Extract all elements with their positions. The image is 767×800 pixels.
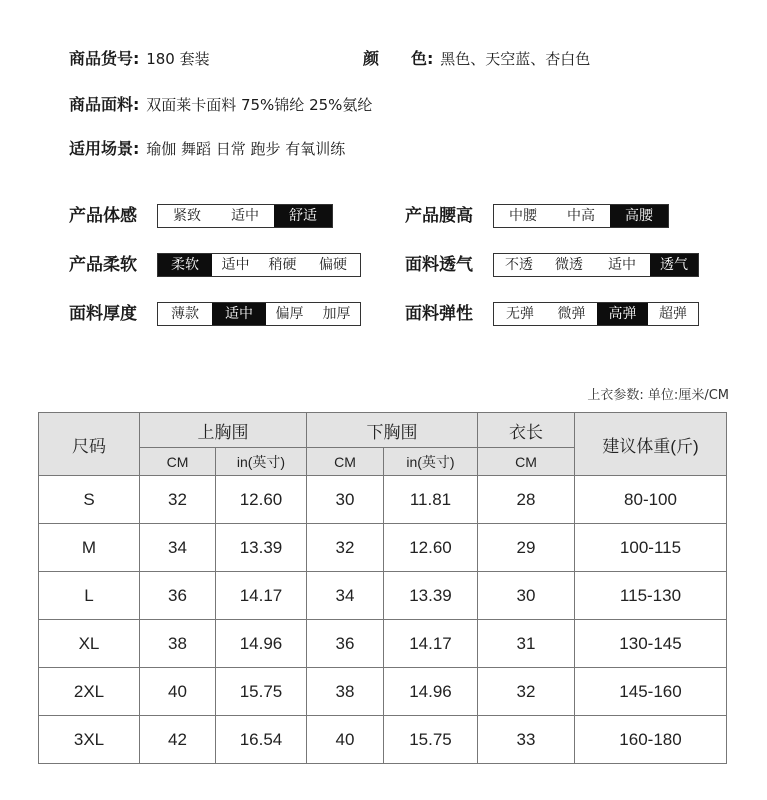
upper-bust-cm-cell: 32 — [140, 476, 216, 524]
weight-cell: 80-100 — [575, 476, 727, 524]
attribute-option: 中高 — [567, 208, 595, 224]
upper-bust-cm-cell: 34 — [140, 524, 216, 572]
upper-bust-inch-cell: 13.39 — [216, 524, 307, 572]
product-fabric-value: 双面莱卡面料 75%锦纶 25%氨纶 — [146, 96, 373, 114]
length-cm-cell: 32 — [478, 668, 575, 716]
attribute-option: 无弹 — [506, 306, 534, 322]
usage-scene-label: 适用场景: — [69, 139, 140, 158]
attribute-label: 面料弹性 — [405, 304, 473, 324]
size-chart-table — [38, 412, 727, 764]
attribute-option-selected: 适中 — [212, 303, 266, 325]
header-lower-bust-cm: CM — [307, 448, 384, 476]
table-row — [39, 668, 727, 716]
product-code-row — [69, 47, 210, 71]
lower-bust-inch-cell: 15.75 — [384, 716, 478, 764]
size-cell: XL — [39, 620, 140, 668]
size-cell: 3XL — [39, 716, 140, 764]
product-color-row — [363, 47, 590, 71]
upper-bust-cm-cell: 36 — [140, 572, 216, 620]
attribute-option: 紧致 — [173, 208, 201, 224]
attribute-option: 加厚 — [322, 306, 351, 322]
product-fabric-row — [69, 93, 372, 117]
attribute-options — [493, 253, 699, 277]
upper-bust-cm-cell: 40 — [140, 668, 216, 716]
product-fabric-label: 商品面料: — [69, 95, 140, 114]
size-cell: L — [39, 572, 140, 620]
lower-bust-cm-cell: 40 — [307, 716, 384, 764]
attribute-option: 偏厚 — [275, 306, 304, 322]
attribute-option: 稍硬 — [268, 257, 297, 273]
table-row — [39, 620, 727, 668]
upper-bust-inch-cell: 15.75 — [216, 668, 307, 716]
header-upper-bust-cm: CM — [140, 448, 216, 476]
upper-bust-inch-cell: 16.54 — [216, 716, 307, 764]
upper-bust-cm-cell: 42 — [140, 716, 216, 764]
header-length-cm: CM — [478, 448, 575, 476]
header-lower-bust-inch: in(英寸) — [384, 448, 478, 476]
table-row — [39, 572, 727, 620]
attribute-option: 超弹 — [659, 306, 687, 322]
length-cm-cell: 33 — [478, 716, 575, 764]
lower-bust-inch-cell: 14.17 — [384, 620, 478, 668]
attribute-option: 不透 — [505, 257, 533, 273]
lower-bust-cm-cell: 38 — [307, 668, 384, 716]
product-code-label: 商品货号: — [69, 49, 140, 68]
table-unit-note: 上衣参数: 单位:厘米/CM — [587, 388, 729, 403]
table-row — [39, 524, 727, 572]
attribute-option: 微透 — [555, 257, 583, 273]
attribute-label: 产品体感 — [69, 206, 137, 226]
attribute-option-selected: 高弹 — [597, 303, 648, 325]
lower-bust-inch-cell: 11.81 — [384, 476, 478, 524]
product-color-value: 黑色、天空蓝、杏白色 — [440, 50, 591, 68]
size-cell: S — [39, 476, 140, 524]
attribute-option: 适中 — [221, 257, 250, 273]
table-row — [39, 716, 727, 764]
header-upper-bust: 上胸围 — [140, 413, 307, 448]
attribute-option: 中腰 — [509, 208, 537, 224]
header-size: 尺码 — [39, 413, 140, 476]
attribute-option: 微弹 — [557, 306, 586, 322]
attribute-label: 产品腰高 — [405, 206, 473, 226]
header-upper-bust-inch: in(英寸) — [216, 448, 307, 476]
weight-cell: 100-115 — [575, 524, 727, 572]
usage-scene-value: 瑜伽 舞蹈 日常 跑步 有氧训练 — [146, 140, 346, 158]
table-row — [39, 476, 727, 524]
lower-bust-inch-cell: 12.60 — [384, 524, 478, 572]
attribute-option: 适中 — [231, 208, 259, 224]
upper-bust-inch-cell: 14.96 — [216, 620, 307, 668]
header-weight: 建议体重(斤) — [575, 413, 727, 476]
weight-cell: 145-160 — [575, 668, 727, 716]
lower-bust-inch-cell: 13.39 — [384, 572, 478, 620]
upper-bust-cm-cell: 38 — [140, 620, 216, 668]
length-cm-cell: 28 — [478, 476, 575, 524]
attribute-options — [157, 253, 361, 277]
attribute-option: 偏硬 — [319, 257, 347, 273]
attribute-option: 适中 — [608, 257, 636, 273]
product-code-value: 180 套装 — [146, 50, 210, 68]
usage-scene-row — [69, 137, 345, 161]
length-cm-cell: 30 — [478, 572, 575, 620]
upper-bust-inch-cell: 12.60 — [216, 476, 307, 524]
attribute-option-selected: 透气 — [650, 254, 698, 276]
attribute-option-selected: 舒适 — [274, 205, 332, 227]
weight-cell: 115-130 — [575, 572, 727, 620]
lower-bust-cm-cell: 34 — [307, 572, 384, 620]
lower-bust-cm-cell: 30 — [307, 476, 384, 524]
weight-cell: 130-145 — [575, 620, 727, 668]
attribute-label: 产品柔软 — [69, 255, 137, 275]
header-length: 衣长 — [478, 413, 575, 448]
attribute-label: 面料厚度 — [69, 304, 137, 324]
size-cell: M — [39, 524, 140, 572]
lower-bust-cm-cell: 36 — [307, 620, 384, 668]
attribute-options — [493, 204, 669, 228]
upper-bust-inch-cell: 14.17 — [216, 572, 307, 620]
attribute-options — [493, 302, 699, 326]
attribute-options — [157, 302, 361, 326]
lower-bust-inch-cell: 14.96 — [384, 668, 478, 716]
length-cm-cell: 31 — [478, 620, 575, 668]
attribute-options — [157, 204, 333, 228]
attribute-option-selected: 柔软 — [158, 254, 212, 276]
product-color-label: 颜 色: — [363, 49, 434, 68]
weight-cell: 160-180 — [575, 716, 727, 764]
size-cell: 2XL — [39, 668, 140, 716]
lower-bust-cm-cell: 32 — [307, 524, 384, 572]
attribute-label: 面料透气 — [405, 255, 473, 275]
attribute-option: 薄款 — [171, 306, 199, 322]
header-lower-bust: 下胸围 — [307, 413, 478, 448]
attribute-option-selected: 高腰 — [610, 205, 668, 227]
length-cm-cell: 29 — [478, 524, 575, 572]
